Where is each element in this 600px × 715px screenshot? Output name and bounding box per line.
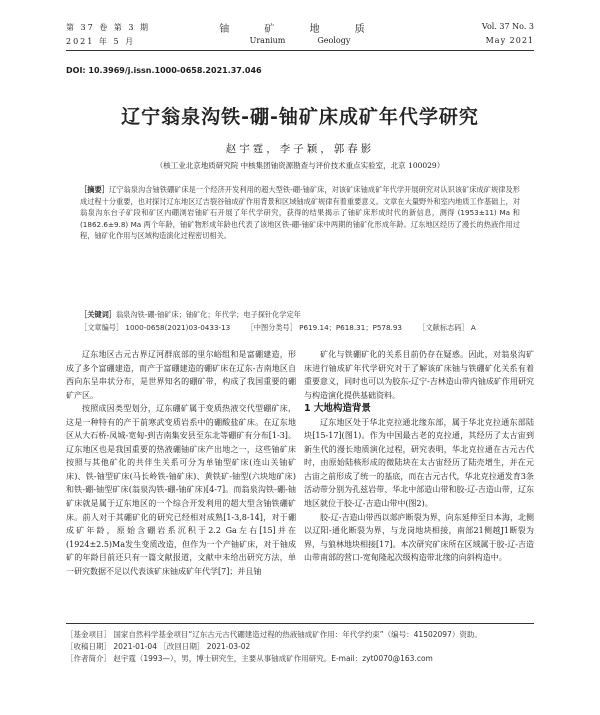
author-bio: ［作者简介］ 赵宇霆（1993—），男，博士研究生，主要从事铀成矿作用研究。E-mail：zyt0070@163.com xyxy=(66,654,433,663)
paragraph: 辽东地区古元古界辽河群底部的里尔峪组和是富硼建造，形成了多个富硼建造，而产于富硼建造的硼矿床在辽东-吉南地区自西向东呈串状分布，是世界知名的硼矿带，构成了我国重要的硼矿产区。 xyxy=(66,350,296,400)
volume-issue-en: Vol. 37 No. 3 xyxy=(481,22,534,31)
document-code: ［文献标志码］ A xyxy=(418,323,476,332)
journal-name-en-1: Uranium xyxy=(249,36,286,45)
article-title: 辽宁翁泉沟铁-硼-铀矿床成矿年代学研究 xyxy=(121,106,479,128)
authors: 赵宇霆，李子颖，郭春影 xyxy=(225,143,375,155)
paragraph: 辽东地区处于华北克拉通北缘东部，属于华北克拉通东部陆块[15-17](图1)。作为中国最古老的克拉通，其经历了太古宙到新生代的漫长地质演化过程，研究表明，华北克拉通在古元古代时，由原始陆核形成的微陆块在太古宙经历了陆壳增生，并在元古宙之前形成了统一的基底，而在古元古代，华北克拉通发育3条活动带分别为孔兹岩带、华北中部造山带和胶-辽-吉造山带，辽东地区就位于胶-辽-吉造山带中(图2)。 xyxy=(304,417,534,509)
fund-note: ［基金项目］ 国家自然科学基金项目“辽东古元古代硼建造过程的热液铀成矿作用：年代学约束”（编号：41502097）资助。 xyxy=(66,630,482,639)
paragraph: 按照成因类型划分，辽东硼矿属于变质热液交代型硼矿床，这是一种特有的产于前寒武变质岩系中的硼酸盐矿床。在辽东地区从大石桥-凤城-宽甸-到吉南集安县至东北等硼矿有分布[1-3]。辽东地区也是我国重要的热液硼铀矿床产出地之一，这些铀矿床按照与其他矿化的共伴生关系可分为单铀型矿床(连山关铀矿床)、铁-铀型矿床(马长岭铁-铀矿床)、黄铁矿-铀型(六块地矿床)和铁-硼-铀型矿床(翁泉沟铁-硼-铀矿床)[4-7]。而翁泉沟铁-硼-铀矿床就是属于辽东地区的一个综合开发利用的超大型含铀铁硼矿床。前人对于其硼矿化的研究已经相对成熟[1-3,8-14]，对于硼成矿年龄，原始含硼岩系沉积于2.2 Ga左右[15]并在(1924±2.5)Ma发生变质改造，但作为一个产铀矿床，对于铀成矿的年龄目前还只有一篇文献报道，文献中未给出研究方法，单一研究数据不足以代表该矿床铀成矿年代学[7]；并且铀 xyxy=(66,404,296,576)
classification-line xyxy=(80,323,520,333)
article-number: ［文章编号］ 1000-0658(2021)03-0433-13 xyxy=(80,323,231,332)
body-right-column xyxy=(304,348,534,565)
abstract-text: 辽宁翁泉沟含铀铁硼矿床是一个经济开发利用的超大型铁-硼-铀矿床，对该矿床铀成矿年代学开展研究对认识该矿床成矿规律及形成过程十分重要，也对探讨辽东地区辽吉裂谷铀成矿作用背景和区域铀成矿规律有着重要意义。文章在大量野外和室内地质工作基础上，对翁泉沟东台子矿段和矿区内硼浏岩铀矿石开展了年代学研究，获得的结果揭示了铀矿床形成时代的新信息，测得 (1953±11) Ma 和 (1862.6±9.8) Ma 两个年龄，铀矿物形成年龄也代表了该地区铁-硼-铀矿床中两期的铀矿化形成年龄。辽东地区经历了漫长的热液作用过程，铀矿化作用与区域构造演化过程密切相关。 xyxy=(80,185,520,240)
abstract xyxy=(80,184,520,242)
abstract-label: ［摘要］ xyxy=(80,185,109,194)
body-left-column xyxy=(66,348,296,578)
journal-name-en-2: Geology xyxy=(317,36,351,45)
clc-number: ［中图分类号］ P619.14；P618.31；P578.93 xyxy=(246,323,402,332)
header-rule xyxy=(66,50,534,51)
keywords-text: 翁泉沟铁-硼-铀矿床；铀矿化；年代学；电子探针化学定年 xyxy=(115,310,301,319)
keywords xyxy=(80,310,520,320)
date-en: May 2021 xyxy=(485,36,534,45)
paragraph: 胶-辽-吉造山带西以郯庐断裂为界，向东延伸至日本海，北侧以辽阳-通化断裂为界，与龙岗地块相接，南部21侧越J1断裂为界，与狼林地块相接[17]。本次研究矿床所在区域属于胶-辽-吉造山带南部的营口-宽甸隆起次级构造带北缘的向斜构造中。 xyxy=(304,512,534,563)
journal-header xyxy=(0,0,600,52)
section-heading: 1 大地构造背景 xyxy=(304,403,371,415)
date-cn: 2021 年 5 月 xyxy=(66,37,136,46)
affiliation: （核工业北京地质研究院 中核集团铀资源勘查与评价技术重点实验室，北京 100029） xyxy=(155,161,445,170)
journal-name-en xyxy=(200,36,400,45)
received-dates: ［收稿日期］ 2021-01-04 ［改回日期］ 2021-03-02 xyxy=(66,642,251,651)
keywords-label: ［关键词］ xyxy=(80,310,116,319)
paragraph: 矿化与铁硼矿化的关系目前仍存在疑惑。因此，对翁泉沟矿床进行铀成矿年代学研究对于了解该矿床铀与铁硼矿化关系有着重要意义，同时也可以为胶东-辽宁-吉林造山带内铀成矿作用研究与构造演化提供基础资料。 xyxy=(304,350,534,400)
doi: DOI: 10.3969/j.issn.1000-0658.2021.37.046 xyxy=(66,66,262,75)
journal-name-cn: 铀 矿 地 质 xyxy=(219,24,381,35)
footnotes xyxy=(66,623,534,665)
volume-issue-cn: 第 37 卷 第 3 期 xyxy=(66,23,150,32)
